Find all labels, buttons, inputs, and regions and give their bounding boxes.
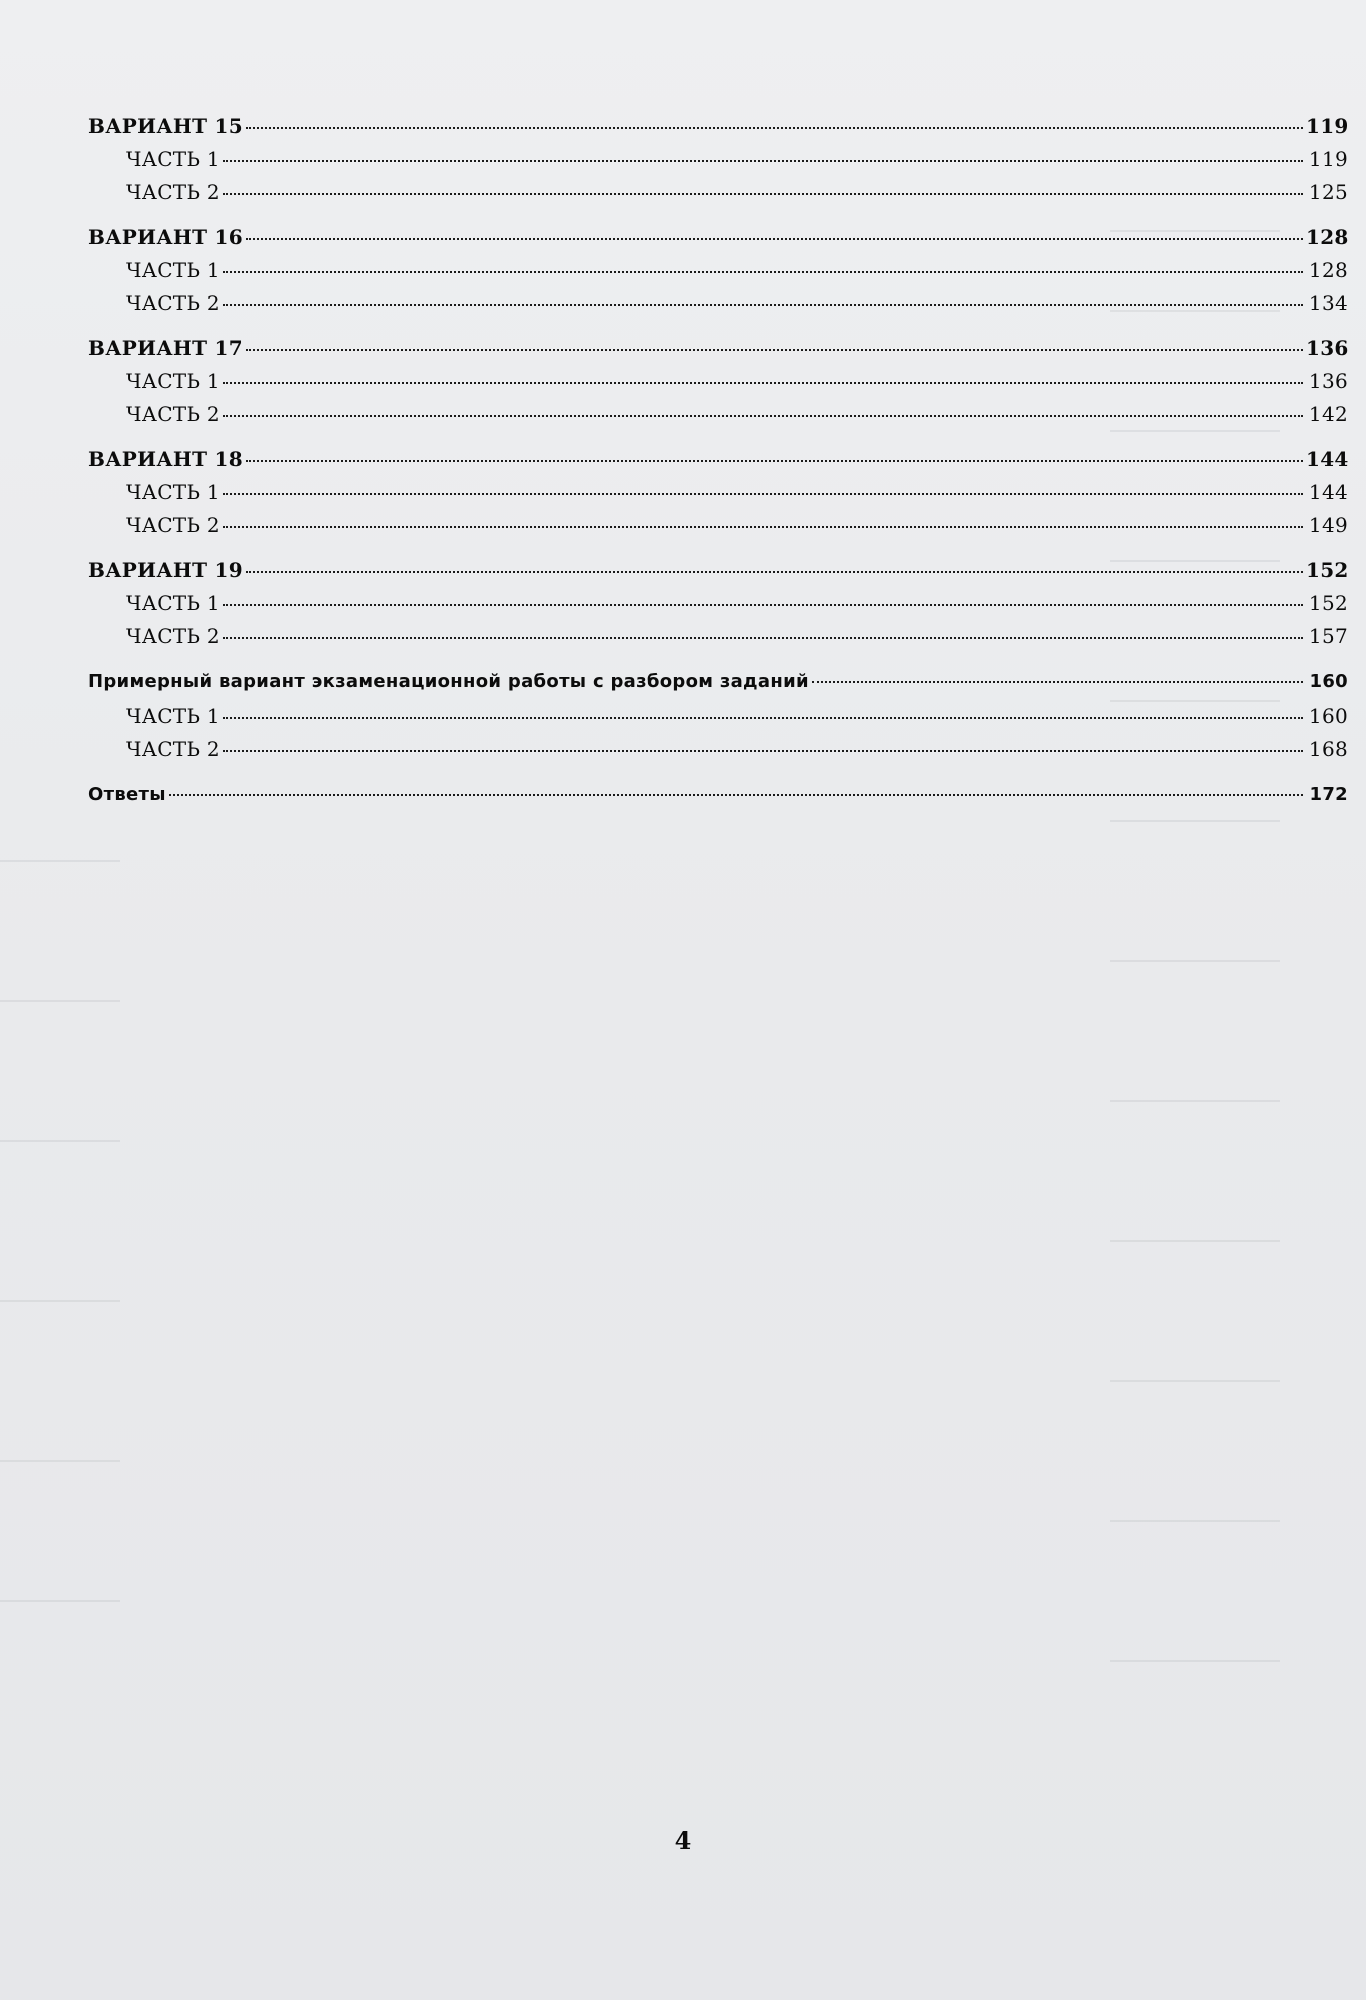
toc-entry-page: 142	[1308, 402, 1348, 426]
toc-variant-16[interactable]	[88, 225, 1348, 258]
toc-entry-page: 136	[1306, 336, 1349, 360]
toc-part-1[interactable]	[126, 369, 1348, 402]
dot-leader	[223, 270, 1303, 273]
toc-entry-page: 160	[1309, 671, 1348, 692]
toc-part-2[interactable]	[126, 291, 1348, 324]
toc-entry-page: 144	[1306, 447, 1349, 471]
toc-part-2[interactable]	[126, 180, 1348, 213]
toc-entry-title: ЧАСТЬ 2	[126, 291, 220, 315]
toc-part-2[interactable]	[126, 624, 1348, 657]
toc-entry-title: ЧАСТЬ 2	[126, 402, 220, 426]
dot-leader	[223, 716, 1303, 719]
dot-leader	[223, 159, 1303, 162]
toc-entry-page: 128	[1308, 258, 1348, 282]
toc-variant-18[interactable]	[88, 447, 1348, 480]
toc-entry-page: 149	[1308, 513, 1348, 537]
toc-entry-page: 152	[1306, 558, 1349, 582]
dot-leader	[223, 525, 1303, 528]
toc-entry-page: 125	[1308, 180, 1348, 204]
toc-part-1[interactable]	[126, 258, 1348, 291]
dot-leader	[246, 570, 1303, 573]
dot-leader	[223, 603, 1303, 606]
toc-entry-page: 119	[1306, 114, 1349, 138]
toc-entry-page: 152	[1308, 591, 1348, 615]
toc-entry-title: ВАРИАНТ 17	[88, 336, 243, 360]
dot-leader	[246, 459, 1303, 462]
toc-entry-title: Ответы	[88, 784, 166, 805]
dot-leader	[223, 492, 1303, 495]
dot-leader	[223, 636, 1303, 639]
dot-leader	[169, 793, 1303, 796]
toc-entry-title: ЧАСТЬ 2	[126, 624, 220, 648]
toc-entry-page: 134	[1308, 291, 1348, 315]
toc-entry-page: 128	[1306, 225, 1349, 249]
toc-part-1[interactable]	[126, 147, 1348, 180]
toc-entry-title: ВАРИАНТ 15	[88, 114, 243, 138]
toc-entry-page: 172	[1309, 784, 1348, 805]
toc-entry-title: ЧАСТЬ 1	[126, 147, 220, 171]
dot-leader	[223, 381, 1303, 384]
toc-entry-title: ЧАСТЬ 2	[126, 513, 220, 537]
toc-entry-title: ЧАСТЬ 1	[126, 591, 220, 615]
toc-entry-title: ЧАСТЬ 1	[126, 480, 220, 504]
toc-part-1[interactable]	[126, 704, 1348, 737]
toc-entry-title: ЧАСТЬ 2	[126, 737, 220, 761]
toc-entry-page: 136	[1308, 369, 1348, 393]
toc-part-1[interactable]	[126, 591, 1348, 624]
toc-answers[interactable]	[88, 784, 1348, 817]
toc-part-1[interactable]	[126, 480, 1348, 513]
toc-variant-15[interactable]	[88, 114, 1348, 147]
toc-sample-variant[interactable]	[88, 671, 1348, 704]
toc-entry-page: 144	[1308, 480, 1348, 504]
page-number: 4	[674, 1826, 692, 1855]
table-of-contents	[88, 114, 1348, 817]
toc-part-2[interactable]	[126, 737, 1348, 770]
toc-entry-title: Примерный вариант экзаменационной работы с разбором заданий	[88, 671, 809, 692]
toc-entry-title: ЧАСТЬ 1	[126, 258, 220, 282]
toc-part-2[interactable]	[126, 513, 1348, 546]
dot-leader	[223, 414, 1303, 417]
dot-leader	[246, 237, 1303, 240]
toc-entry-page: 157	[1308, 624, 1348, 648]
toc-variant-17[interactable]	[88, 336, 1348, 369]
dot-leader	[223, 749, 1303, 752]
toc-entry-page: 160	[1308, 704, 1348, 728]
toc-entry-title: ЧАСТЬ 1	[126, 369, 220, 393]
toc-entry-title: ВАРИАНТ 19	[88, 558, 243, 582]
toc-entry-title: ВАРИАНТ 18	[88, 447, 243, 471]
dot-leader	[246, 348, 1303, 351]
toc-entry-title: ЧАСТЬ 2	[126, 180, 220, 204]
dot-leader	[246, 126, 1303, 129]
toc-part-2[interactable]	[126, 402, 1348, 435]
toc-entry-title: ЧАСТЬ 1	[126, 704, 220, 728]
dot-leader	[223, 192, 1303, 195]
dot-leader	[812, 680, 1303, 683]
dot-leader	[223, 303, 1303, 306]
toc-variant-19[interactable]	[88, 558, 1348, 591]
toc-entry-title: ВАРИАНТ 16	[88, 225, 243, 249]
toc-entry-page: 168	[1308, 737, 1348, 761]
toc-entry-page: 119	[1308, 147, 1348, 171]
